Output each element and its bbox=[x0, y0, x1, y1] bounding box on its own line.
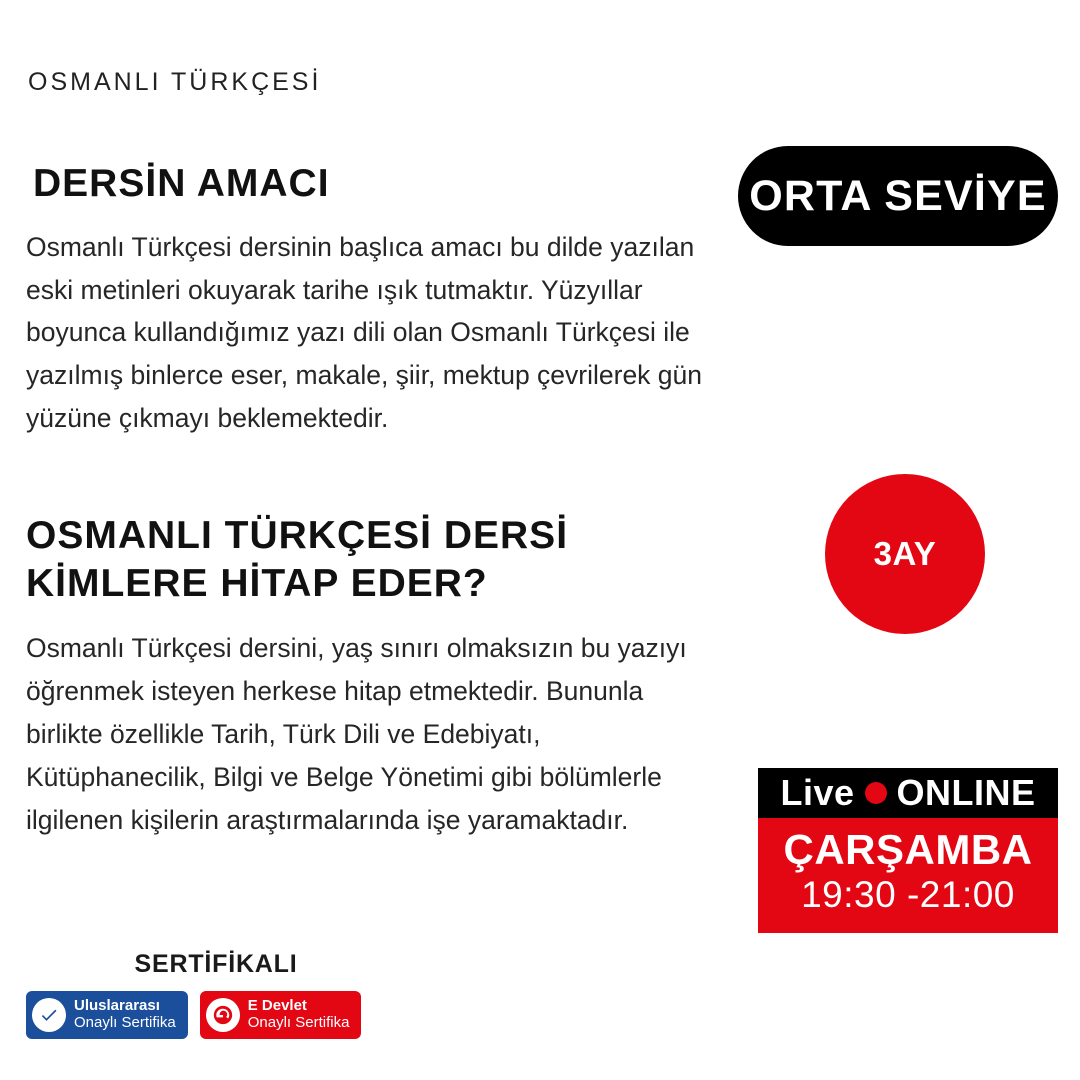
schedule-day: ÇARŞAMBA bbox=[783, 826, 1033, 873]
certificate-line2: Onaylı Sertifika bbox=[247, 1014, 350, 1031]
content-column bbox=[26, 160, 726, 842]
schedule-time: 19:30 -21:00 bbox=[801, 874, 1015, 916]
section-purpose-heading: DERSİN AMACI bbox=[33, 162, 330, 205]
course-category-label: OSMANLI TÜRKÇESİ bbox=[28, 68, 322, 96]
certificates-area bbox=[26, 950, 446, 1039]
duration-badge bbox=[825, 474, 985, 634]
live-online-bar bbox=[758, 768, 1058, 818]
level-badge bbox=[738, 146, 1058, 246]
section-purpose bbox=[26, 160, 726, 440]
section-purpose-body: Osmanlı Türkçesi dersinin başlıca amacı bu dilde yazılan eski metinleri okuyarak tarihe ışık tutmaktır. Yüzyıllar boyunca kullandığımız yazı dili olan Osmanlı Türkçesi ile yazılmış binlerce eser, makale, şiir, mektup çevrilerek gün yüzüne çıkmayı beklemektedir. bbox=[26, 231, 703, 434]
certificate-badge-international bbox=[26, 991, 188, 1039]
certificate-text-edevlet bbox=[248, 998, 350, 1032]
section-audience-heading: OSMANLI TÜRKÇESİ DERSİ KİMLERE HİTAP EDER? bbox=[26, 514, 569, 605]
certificate-line1: Uluslararası bbox=[74, 997, 160, 1015]
live-schedule-block bbox=[758, 768, 1058, 933]
certificate-badge-edevlet bbox=[200, 991, 362, 1039]
certificates-row bbox=[26, 991, 446, 1039]
check-icon bbox=[32, 998, 66, 1032]
live-label: Live bbox=[780, 772, 855, 813]
certificate-line1: E Devlet bbox=[247, 997, 307, 1015]
certificate-text-international bbox=[74, 998, 176, 1032]
section-audience-body: Osmanlı Türkçesi dersini, yaş sınırı olmaksızın bu yazıyı öğrenmek isteyen herkese hitap etmektedir. Bununla birlikte özellikle Tarih, Türk Dili ve Edebiyatı, Kütüphanecilik, Bilgi ve Belge Yönetimi gibi bölümlerle ilgilenen kişilerin araştırmalarında işe yaramaktadır. bbox=[26, 633, 687, 836]
duration-badge-label: 3AY bbox=[873, 535, 937, 572]
record-dot-icon bbox=[865, 782, 887, 804]
schedule-box bbox=[758, 818, 1058, 933]
level-badge-label: ORTA SEVİYE bbox=[749, 171, 1047, 220]
certificate-line2: Onaylı Sertifika bbox=[74, 1014, 176, 1031]
online-label: ONLINE bbox=[896, 772, 1036, 813]
section-audience bbox=[26, 512, 726, 842]
certificates-title: SERTİFİKALI bbox=[134, 950, 298, 978]
e-devlet-icon bbox=[206, 998, 240, 1032]
